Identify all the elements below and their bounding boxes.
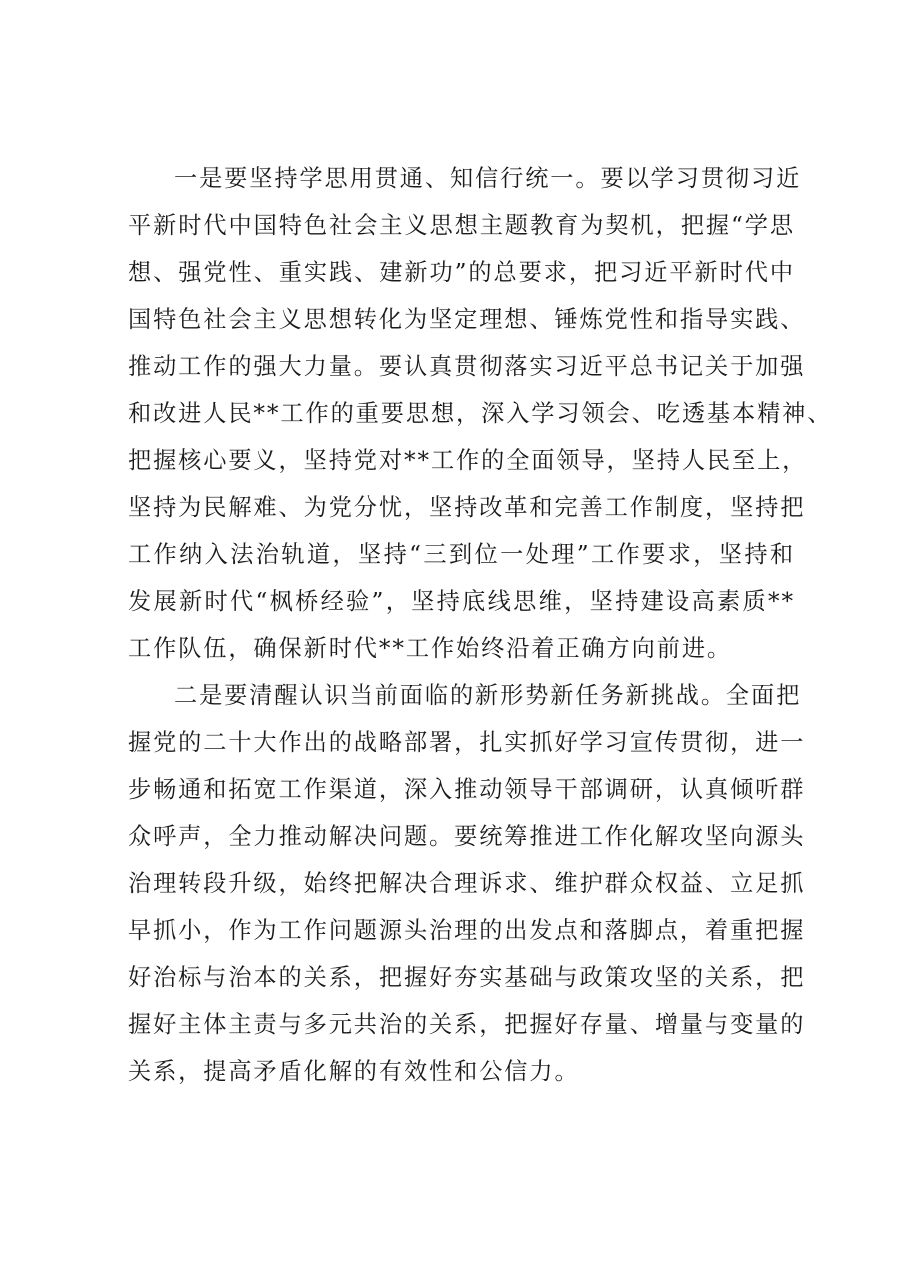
paragraph-line: 推动工作的强大力量。要认真贯彻落实习近平总书记关于加强 — [128, 353, 806, 380]
paragraph-line: 握好主体主责与多元共治的关系，把握好存量、增量与变量的 — [128, 1011, 806, 1038]
paragraph — [128, 672, 806, 1095]
paragraph-line: 二是要清醒认识当前面临的新形势新任务新挑战。全面把 — [174, 682, 802, 709]
paragraph-line: 众呼声，全力推动解决问题。要统筹推进工作化解攻坚向源头 — [128, 823, 806, 850]
paragraph-line: 和改进人民**工作的重要思想，深入学习领会、吃透基本精神、 — [128, 400, 833, 427]
paragraph-line: 关系，提高矛盾化解的有效性和公信力。 — [128, 1058, 580, 1085]
paragraph-line: 握党的二十大作出的战略部署，扎实抓好学习宣传贯彻，进一 — [128, 729, 806, 756]
paragraph-line: 平新时代中国特色社会主义思想主题教育为契机，把握“学思 — [128, 212, 795, 239]
paragraph-line: 国特色社会主义思想转化为坚定理想、锤炼党性和指导实践、 — [128, 306, 806, 333]
document-body — [128, 155, 833, 1095]
paragraph-line: 一是要坚持学思用贯通、知信行统一。要以学习贯彻习近 — [174, 165, 802, 192]
paragraph — [128, 155, 833, 672]
paragraph-line: 发展新时代“枫桥经验”，坚持底线思维，坚持建设高素质** — [128, 588, 795, 615]
paragraph-line: 步畅通和拓宽工作渠道，深入推动领导干部调研，认真倾听群 — [128, 776, 806, 803]
paragraph-line: 想、强党性、重实践、建新功”的总要求，把习近平新时代中 — [128, 259, 795, 286]
paragraph-line: 早抓小，作为工作问题源头治理的出发点和落脚点，着重把握 — [128, 917, 806, 944]
paragraph-line: 工作纳入法治轨道，坚持“三到位一处理”工作要求，坚持和 — [128, 541, 795, 568]
paragraph-line: 治理转段升级，始终把解决合理诉求、维护群众权益、立足抓 — [128, 870, 806, 897]
paragraph-line: 把握核心要义，坚持党对**工作的全面领导，坚持人民至上， — [128, 447, 808, 474]
paragraph-line: 坚持为民解难、为党分忧，坚持改革和完善工作制度，坚持把 — [128, 494, 806, 521]
paragraph-line: 工作队伍，确保新时代**工作始终沿着正确方向前进。 — [128, 635, 732, 662]
paragraph-line: 好治标与治本的关系，把握好夯实基础与政策攻坚的关系，把 — [128, 964, 806, 991]
